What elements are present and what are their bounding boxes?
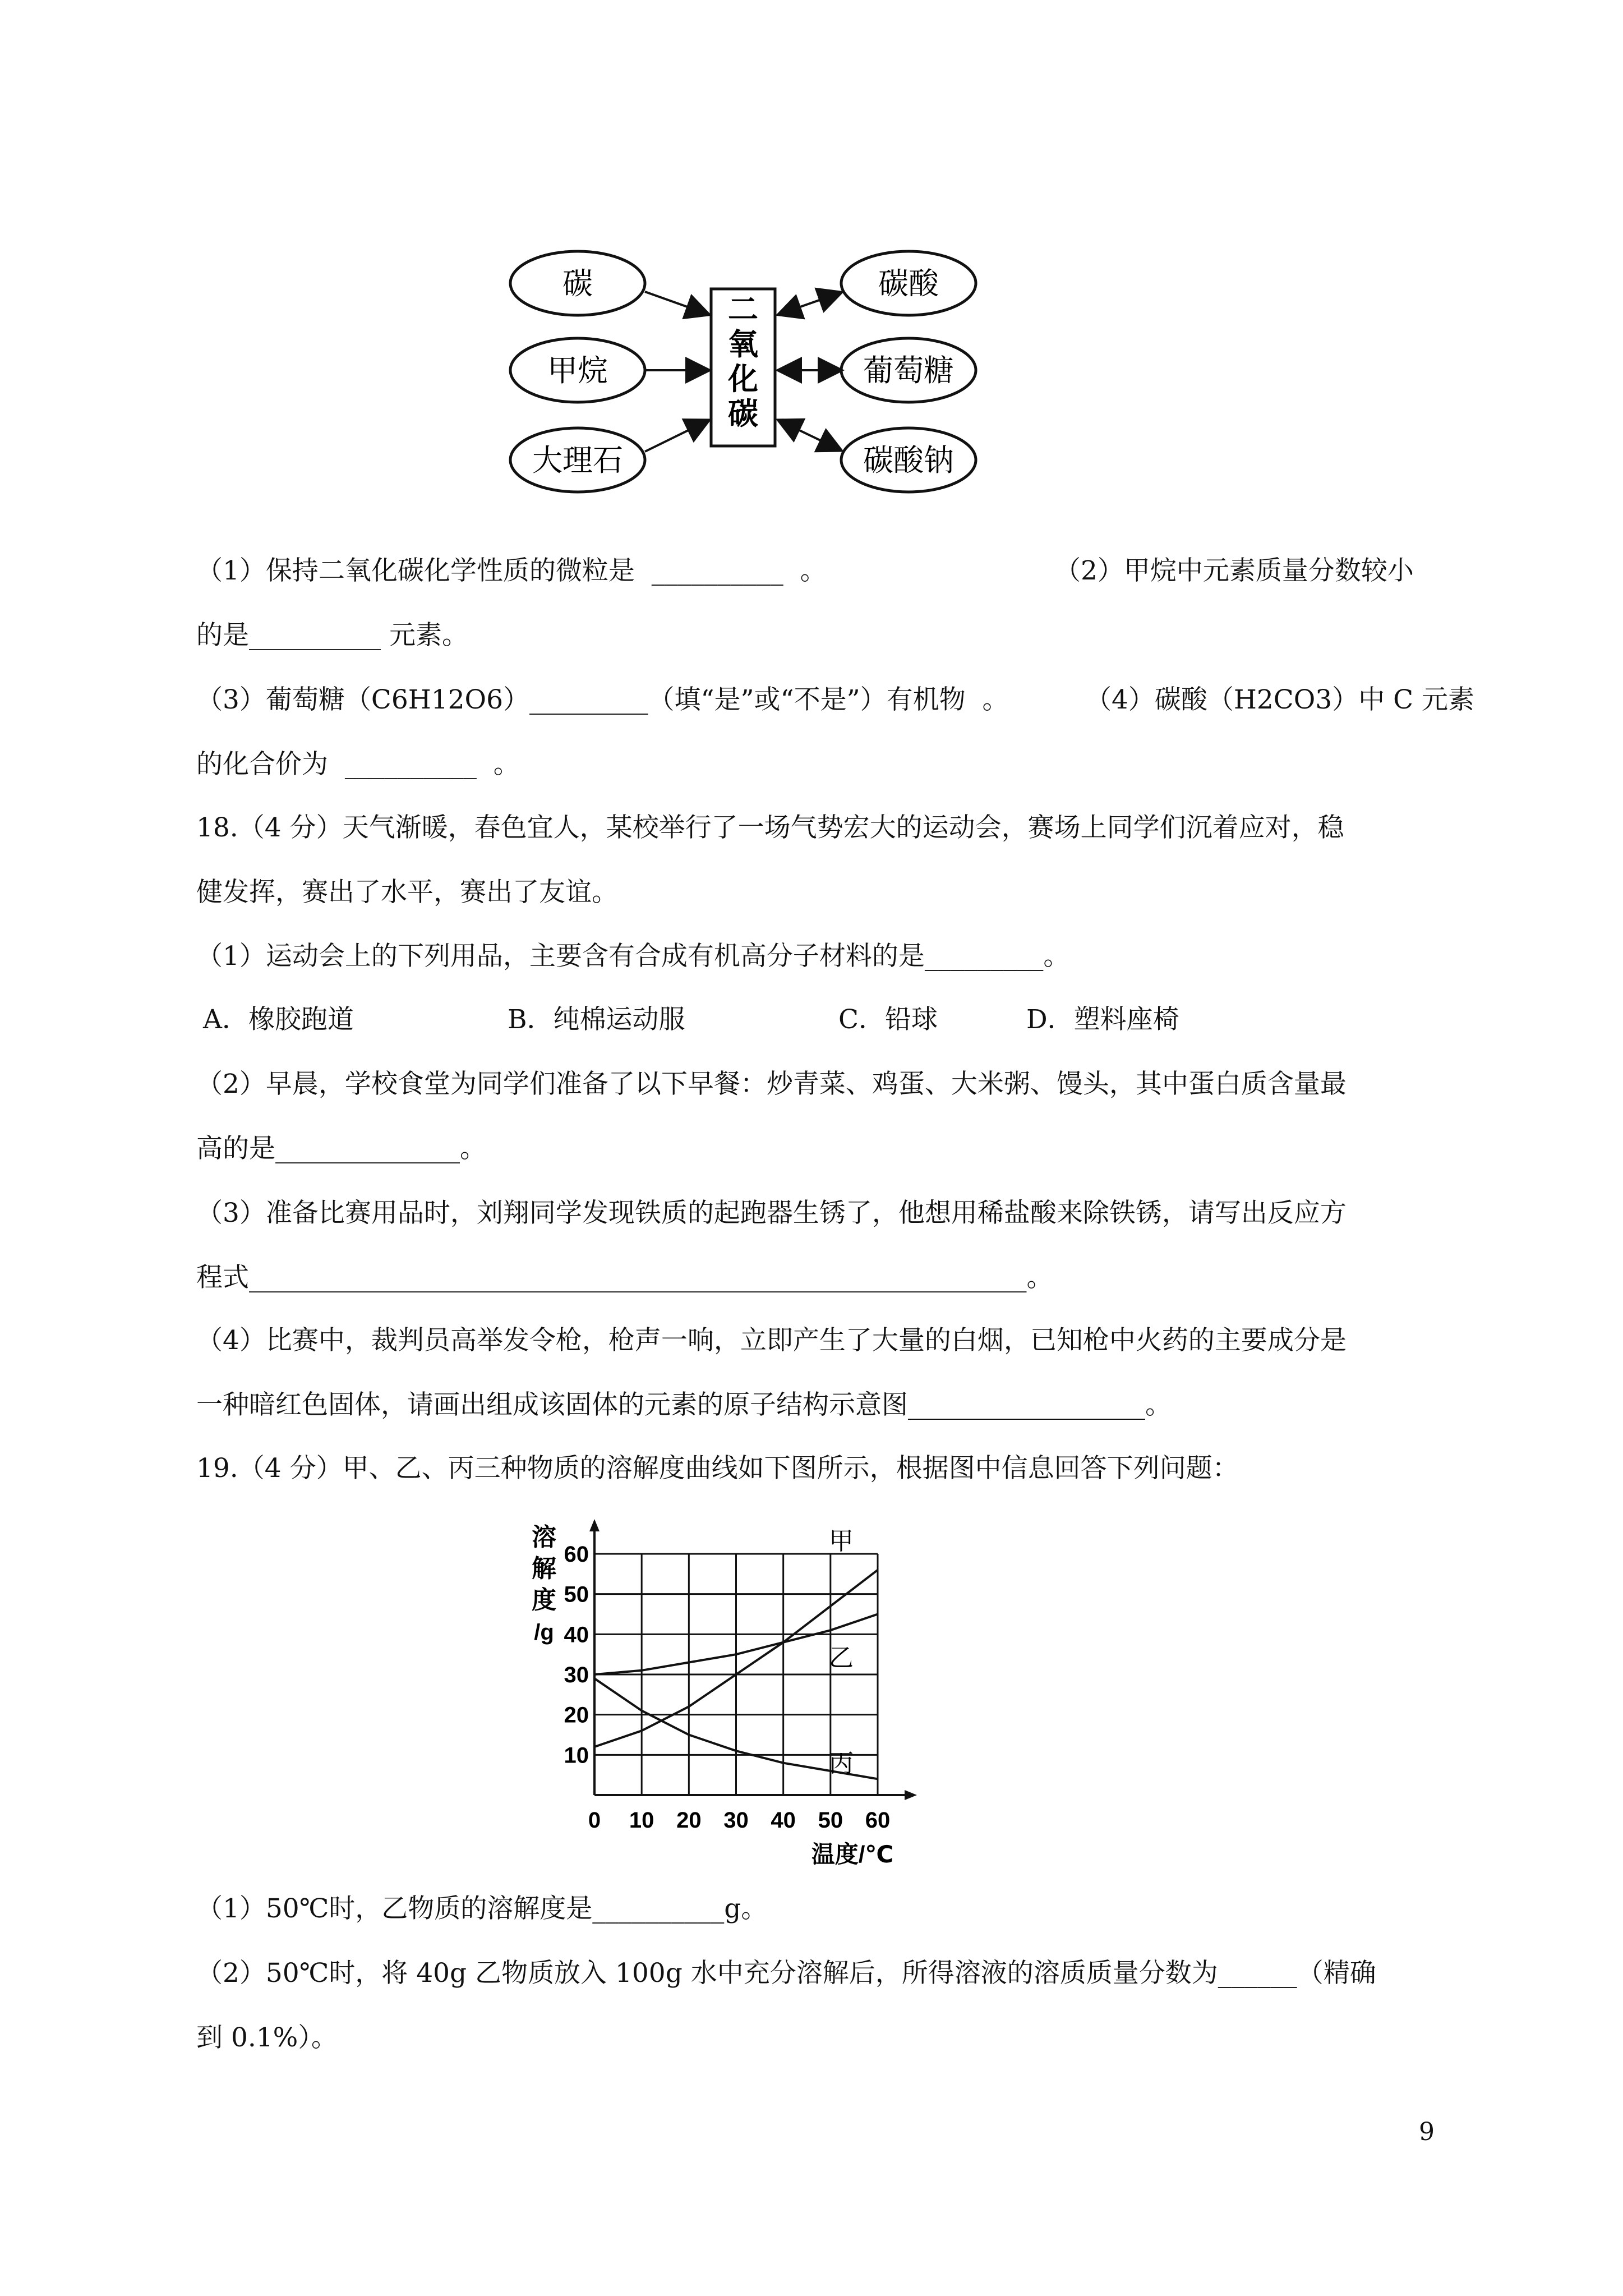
q19-part1: （1）50℃时，乙物质的溶解度是__________g。 bbox=[196, 1893, 768, 1924]
q18-part1: （1）运动会上的下列用品，主要含有合成有机高分子材料的是_________。 bbox=[196, 941, 1070, 972]
arrow-marble-to-co2 bbox=[645, 421, 708, 452]
q19-part2-line1: （2）50℃时，将 40g 乙物质放入 100g 水中充分溶解后，所得溶液的溶质质量分数为______（精确 bbox=[196, 1958, 1376, 1989]
label-glucose: 葡萄糖 bbox=[863, 354, 954, 388]
series-label-1: 乙 bbox=[829, 1644, 854, 1672]
label-sodium-carbonate: 碳酸钠 bbox=[863, 444, 954, 477]
y-axis-arrow bbox=[589, 1519, 600, 1531]
concept-map bbox=[505, 241, 993, 505]
label-carbonic-acid: 碳酸 bbox=[878, 267, 939, 301]
co2-char: 化 bbox=[728, 362, 758, 396]
co2-char: 碳 bbox=[728, 397, 758, 431]
q18-part3-line1: （3）准备比赛用品时，刘翔同学发现铁质的起跑器生锈了，他想用稀盐酸来除铁锈，请写出反应方 bbox=[196, 1198, 1347, 1228]
q17-line4: 的化合价为 __________ 。 bbox=[196, 749, 520, 780]
arrow-co2-carbonic-acid bbox=[780, 293, 840, 314]
q17-part1: （1）保持二氧化碳化学性质的微粒是 __________ 。 bbox=[196, 555, 827, 586]
y-tick-label: 50 bbox=[564, 1582, 589, 1607]
y-axis-label-char: 溶 bbox=[532, 1524, 556, 1551]
y-axis-label-char: 度 bbox=[532, 1586, 556, 1614]
q18-choice-b: B．纯棉运动服 bbox=[508, 1004, 685, 1035]
x-tick-label: 0 bbox=[588, 1808, 601, 1833]
x-axis-label: 温度/℃ bbox=[811, 1841, 894, 1867]
label-methane: 甲烷 bbox=[547, 354, 608, 388]
solubility-chart bbox=[522, 1503, 937, 1885]
x-axis-arrow bbox=[905, 1790, 917, 1800]
q17-part4: （4）碳酸（H2CO3）中 C 元素 bbox=[1085, 684, 1475, 715]
y-tick-label: 60 bbox=[564, 1542, 589, 1567]
y-axis-label-unit: /g bbox=[534, 1620, 554, 1645]
q17-part2: （2）甲烷中元素质量分数较小 bbox=[1054, 555, 1414, 586]
arrow-carbon-to-co2 bbox=[645, 292, 708, 314]
q19-stem: 19.（4 分）甲、乙、丙三种物质的溶解度曲线如下图所示，根据图中信息回答下列问题： bbox=[196, 1453, 1239, 1484]
q19-part2-line2: 到 0.1%）。 bbox=[196, 2022, 338, 2053]
q18-part2-line1: （2）早晨，学校食堂为同学们准备了以下早餐：炒青菜、鸡蛋、大米粥、馒头，其中蛋白质含量最 bbox=[196, 1069, 1347, 1099]
x-tick-label: 10 bbox=[629, 1808, 654, 1833]
q17-part3: （3）葡萄糖（C6H12O6）_________（填“是”或“不是”）有机物 。 bbox=[196, 684, 1009, 715]
q18-choice-a: A．橡胶跑道 bbox=[203, 1004, 354, 1035]
label-carbon: 碳 bbox=[562, 267, 593, 301]
x-tick-label: 30 bbox=[723, 1808, 749, 1833]
q18-part4-line1: （4）比赛中，裁判员高举发令枪，枪声一响，立即产生了大量的白烟，已知枪中火药的主要成分是 bbox=[196, 1325, 1347, 1356]
co2-char: 氧 bbox=[728, 328, 758, 361]
q18-choice-c: C．铅球 bbox=[838, 1004, 938, 1035]
x-tick-label: 40 bbox=[771, 1808, 796, 1833]
q18-part2-line2: 高的是______________。 bbox=[196, 1133, 486, 1164]
q18-part3-line2: 程式___________________________________________________________。 bbox=[196, 1262, 1053, 1293]
q18-stem-line2: 健发挥，赛出了水平，赛出了友谊。 bbox=[196, 877, 618, 908]
y-tick-label: 10 bbox=[564, 1743, 589, 1768]
y-tick-label: 20 bbox=[564, 1703, 589, 1728]
y-axis-label-char: 解 bbox=[532, 1555, 556, 1582]
x-tick-label: 50 bbox=[818, 1808, 843, 1833]
q18-part4-line2: 一种暗红色固体，请画出组成该固体的元素的原子结构示意图__________________。 bbox=[196, 1389, 1172, 1420]
y-tick-label: 40 bbox=[564, 1622, 589, 1648]
x-tick-label: 20 bbox=[676, 1808, 702, 1833]
series-label-2: 丙 bbox=[829, 1750, 854, 1777]
co2-char: 二 bbox=[728, 293, 758, 326]
arrow-co2-sodium-carbonate bbox=[780, 421, 840, 450]
q17-line2: 的是__________ 元素。 bbox=[196, 620, 468, 651]
series-label-0: 甲 bbox=[829, 1527, 854, 1555]
label-marble: 大理石 bbox=[532, 444, 623, 477]
page-number: 9 bbox=[1419, 2118, 1435, 2146]
y-tick-label: 30 bbox=[564, 1663, 589, 1687]
q18-choice-d: D．塑料座椅 bbox=[1026, 1004, 1179, 1035]
q18-stem-line1: 18.（4 分）天气渐暖，春色宜人，某校举行了一场气势宏大的运动会，赛场上同学们沉着应对，稳 bbox=[196, 812, 1344, 843]
x-tick-label: 60 bbox=[865, 1808, 891, 1833]
